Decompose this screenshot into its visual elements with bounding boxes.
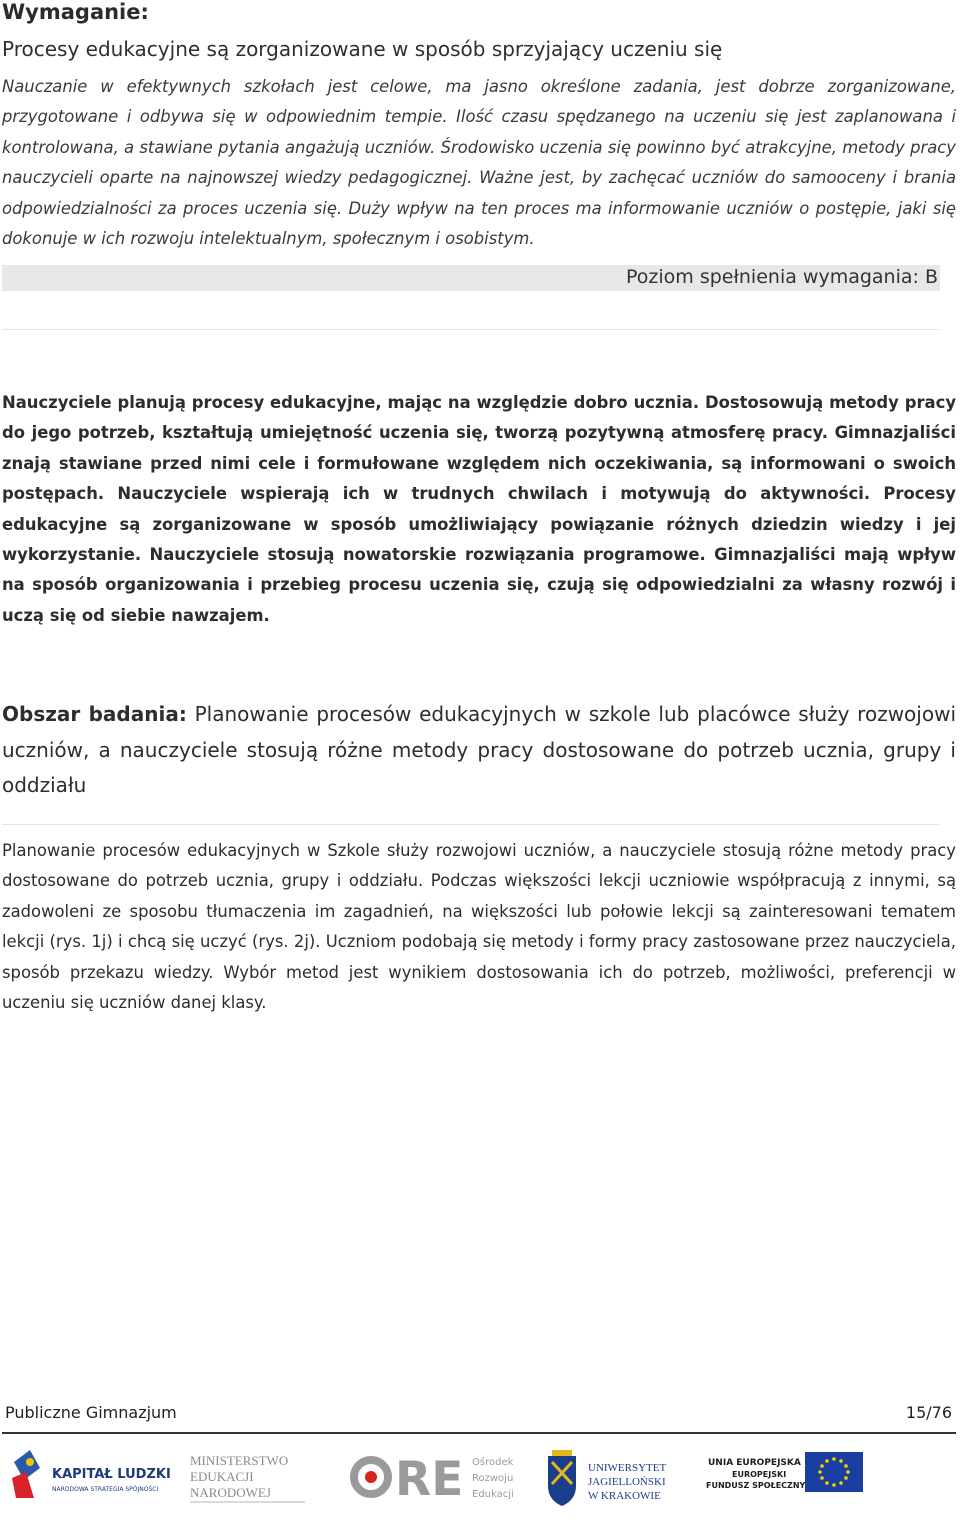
- divider: [2, 824, 940, 825]
- men-logo: [190, 1453, 305, 1502]
- research-area-label: Obszar badania:: [2, 702, 187, 726]
- men-line-1: MINISTERSTWO: [190, 1453, 289, 1468]
- footer-divider: [2, 1432, 956, 1434]
- uj-line-1: UNIWERSYTET: [588, 1462, 667, 1474]
- findings-paragraph: Nauczyciele planują procesy edukacyjne, mając na względzie dobro ucznia. Dostosowują metody pracy do jego potrzeb, kształtują umiejętność uczenia się, tworzą pozytywną atmosferę pracy. Gimnazjaliści znają stawiane przed nimi cele i formułowane względem nich oczekiwania, są informowani o swoich postępach. Nauczyciele wspierają ich w trudnych chwilach i motywują do aktywności. Procesy edukacyjne są zorganizowane w sposób umożliwiający powiązanie różnych dziedzin wiedzy i jej wykorzystanie. Nauczyciele stosują nowatorskie rozwiązania programowe. Gimnazjaliści mają wpływ na sposób organizowania i przebieg procesu uczenia się, czują się odpowiedzialni za własny rozwój i uczą się od siebie nawzajem.: [2, 393, 956, 625]
- conclusion-paragraph: Planowanie procesów edukacyjnych w Szkole służy rozwojowi uczniów, a nauczyciele stosują różne metody pracy dostosowane do potrzeb ucznia, grupy i oddziału. Podczas większości lekcji uczniowie współpracują z innymi, są zadowoleni ze sposobu tłumaczenia im zagadnień, na większości lub połowie lekcji są zainteresowani tematem lekcji (rys. 1j) i chcą się uczyć (rys. 2j). Uczniom podobają się metody i formy pracy zastosowane przez nauczyciela, sposób przekazu wiedzy. Wybór metod jest wynikiem dostosowania ich do potrzeb, możliwości, preferencji w uczeniu się uczniów danej klasy.: [2, 841, 956, 1013]
- ore-logo: [352, 1452, 514, 1507]
- uj-line-3: W KRAKOWIE: [588, 1490, 661, 1502]
- eu-line-3: FUNDUSZ SPOŁECZNY: [706, 1481, 806, 1490]
- ore-line-1: Ośrodek: [472, 1457, 514, 1468]
- level-bar: [2, 265, 940, 291]
- ore-line-3: Edukacji: [472, 1489, 514, 1500]
- divider: [2, 329, 940, 330]
- ore-line-2: Rozwoju: [472, 1473, 514, 1484]
- eu-line-2: EUROPEJSKI: [732, 1470, 787, 1479]
- men-line-2: EDUKACJI: [190, 1469, 254, 1484]
- sponsor-logos: [0, 1440, 960, 1520]
- research-area: [2, 697, 956, 804]
- requirement-description: Nauczanie w efektywnych szkołach jest celowe, ma jasno określone zadania, jest dobrze zorganizowane, przygotowane i odbywa się w odpowiednim tempie. Ilość czasu spędzanego na uczeniu się jest zaplanowana i kontrolowana, a stawiane pytania angażują uczniów. Środowisko uczenia się powinno być atrakcyjne, metody pracy nauczycieli oparte na najnowszej wiedzy pedagogicznej. Ważne jest, by zachęcać uczniów do samooceny i brania odpowiedzialności za proces uczenia się. Duży wpływ na ten proces ma informowanie uczniów o postępie, jaki się dokonuje w ich rozwoju intelektualnym, społecznym i osobistym.: [2, 77, 956, 249]
- footer-page-number: 15/76: [905, 1403, 952, 1422]
- men-line-3: NARODOWEJ: [190, 1485, 271, 1500]
- requirement-title: Procesy edukacyjne są zorganizowane w sposób sprzyjający uczeniu się: [2, 37, 723, 61]
- footer-school-name: Publiczne Gimnazjum: [5, 1403, 177, 1422]
- kl-title: KAPITAŁ LUDZKI: [52, 1467, 171, 1482]
- uj-line-2: JAGIELLOŃSKI: [588, 1476, 666, 1488]
- eu-line-1: UNIA EUROPEJSKA: [708, 1458, 801, 1468]
- kapital-ludzki-logo: [12, 1450, 171, 1498]
- svg-text:RE: RE: [395, 1452, 464, 1507]
- uj-logo: [548, 1450, 666, 1506]
- kl-subtitle: NARODOWA STRATEGIA SPÓJNOŚCI: [52, 1486, 159, 1493]
- requirement-heading: Wymaganie:: [2, 0, 149, 24]
- research-area-text: Planowanie procesów edukacyjnych w szkole lub placówce służy rozwojowi uczniów, a nauczyciele stosują różne metody pracy dostosowane do potrzeb ucznia, grupy i oddziału: [2, 702, 957, 797]
- eu-efs-logo: [706, 1452, 863, 1492]
- level-label: Poziom spełnienia wymagania: B: [626, 266, 938, 288]
